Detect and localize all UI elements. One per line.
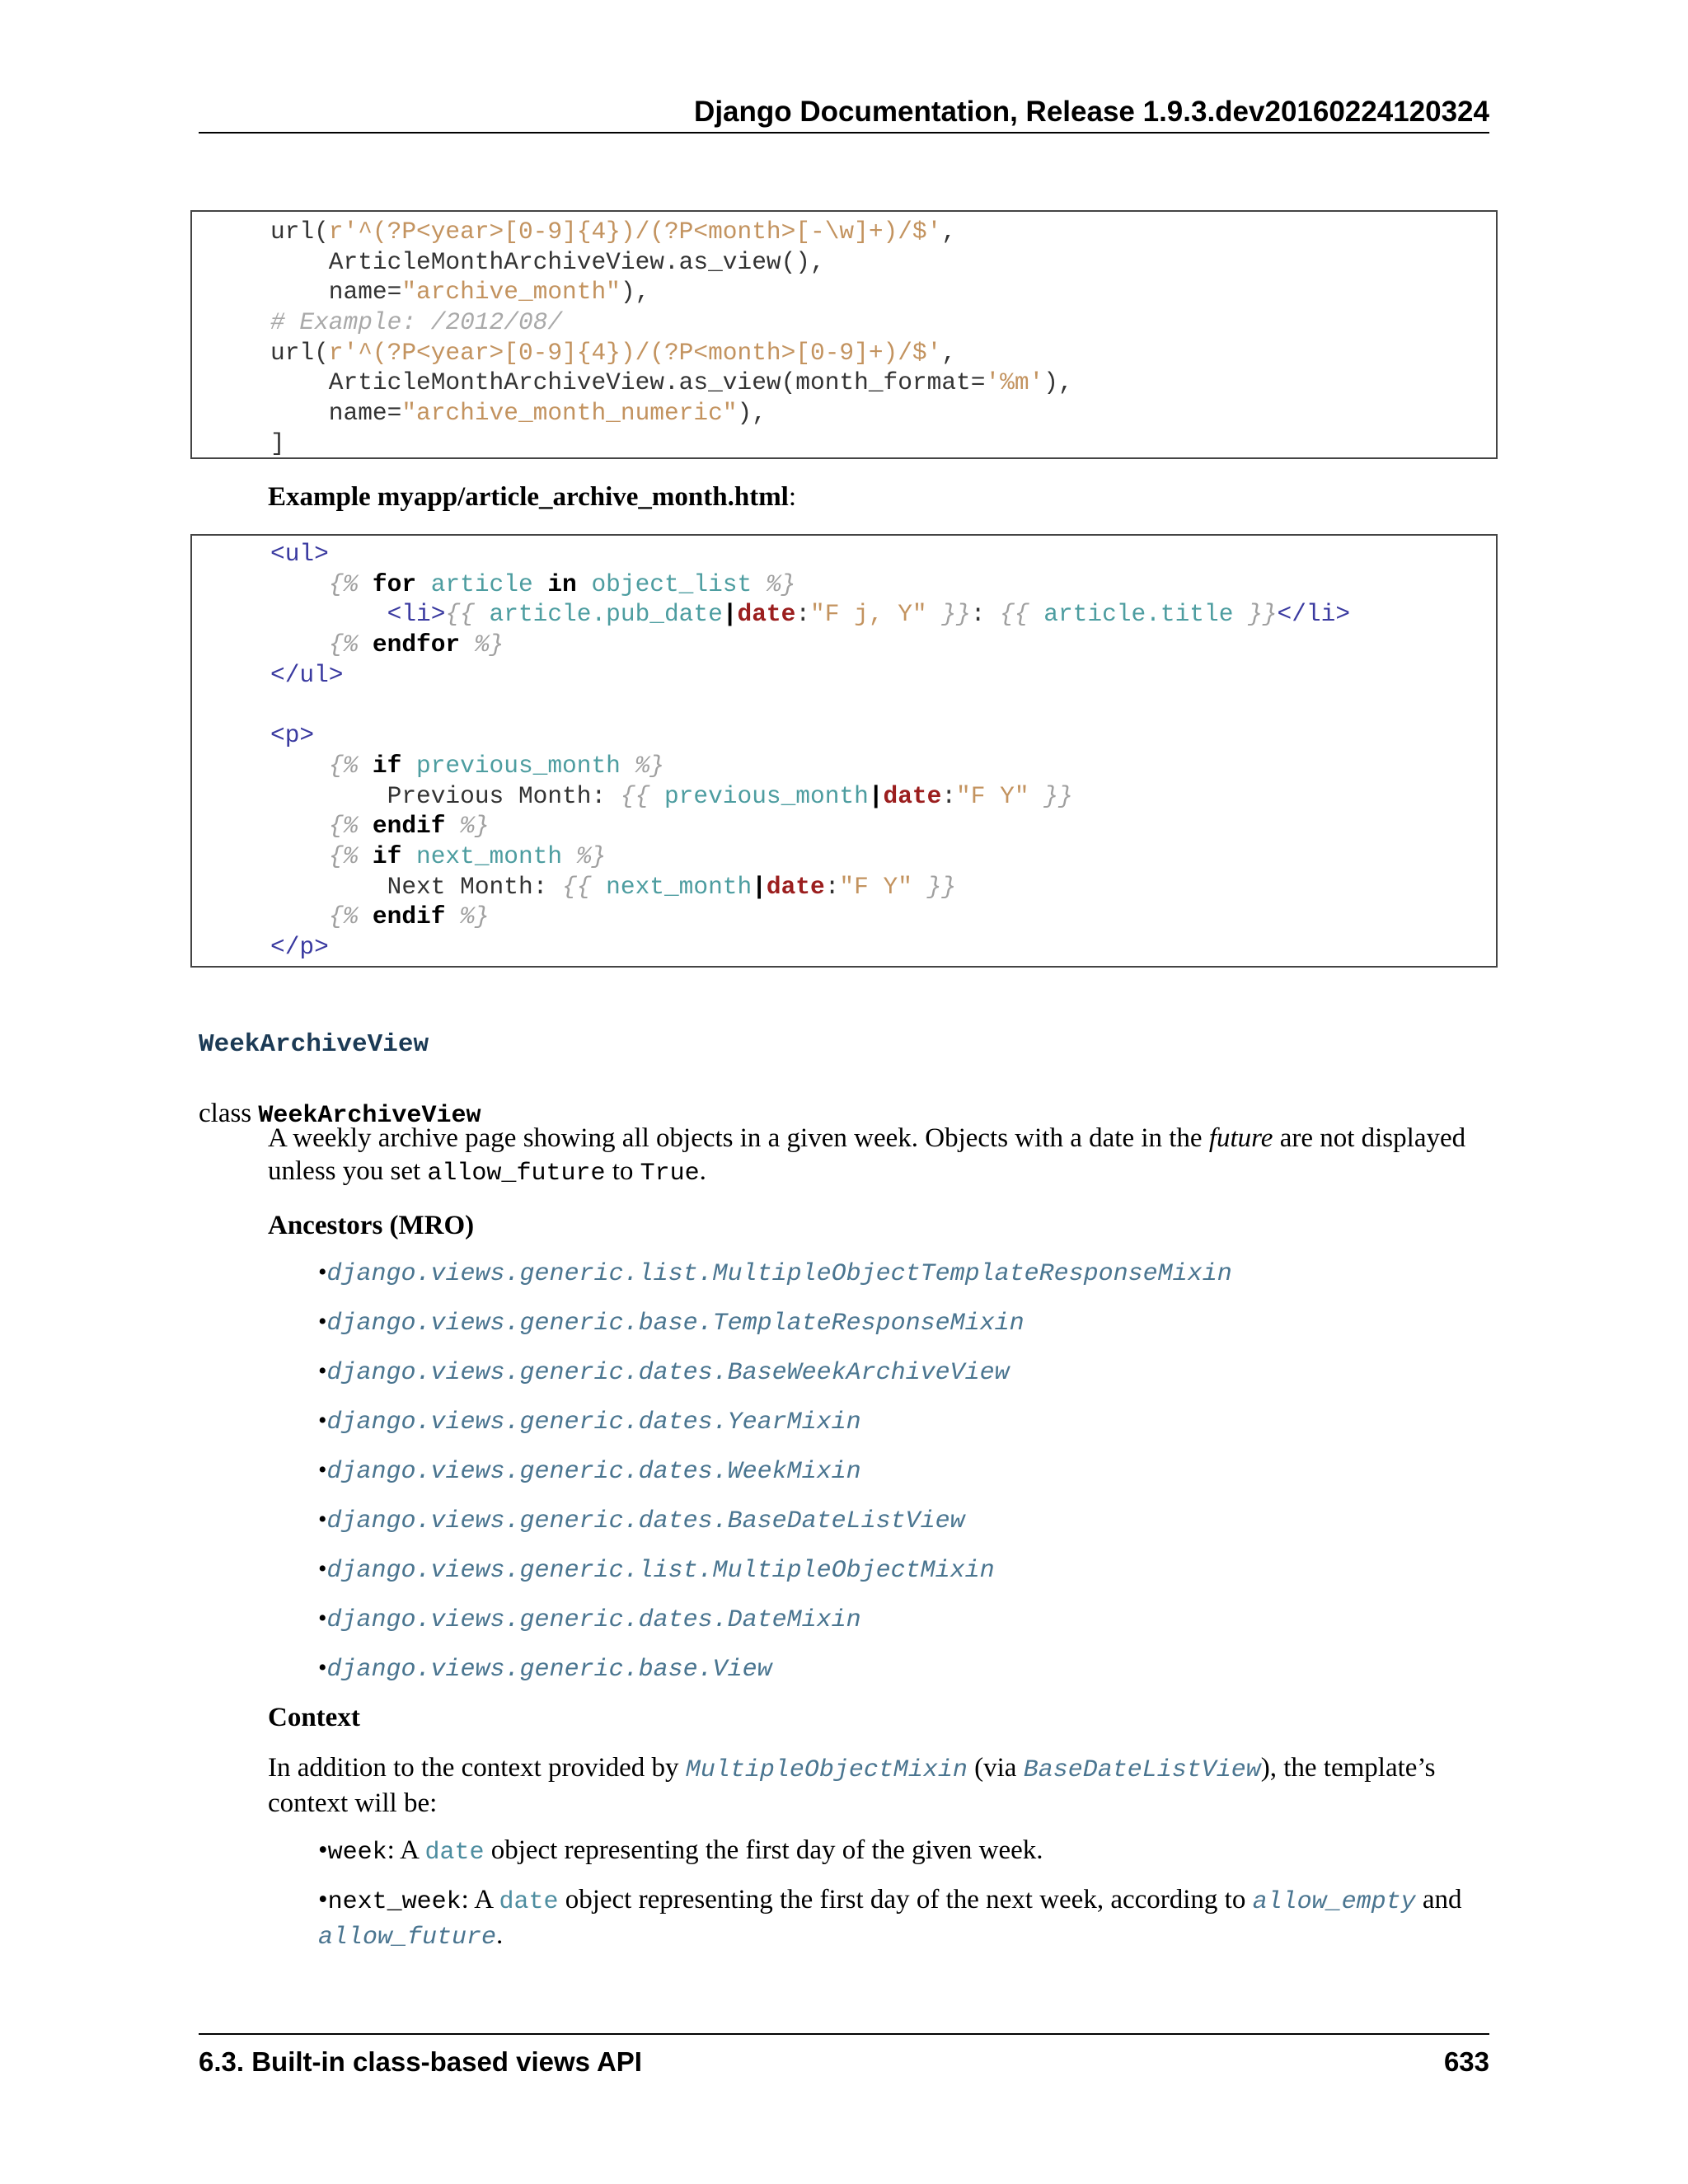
code-token	[358, 902, 373, 930]
ancestor-item	[318, 1652, 1232, 1701]
code-template-line	[270, 660, 1496, 691]
ancestor-link[interactable]: django.views.generic.dates.DateMixin	[326, 1606, 861, 1634]
code-token: "F Y"	[839, 872, 912, 901]
bullet-icon: •	[318, 1885, 328, 1915]
code-token: %}	[766, 569, 796, 598]
code-token	[358, 630, 373, 658]
code-template-line	[270, 811, 1496, 841]
code-token	[270, 812, 329, 840]
code-token	[577, 570, 592, 598]
code-token	[358, 812, 373, 840]
bullet-icon: •	[318, 1357, 327, 1385]
link-base-date-list-view[interactable]: BaseDateListView	[1023, 1756, 1261, 1784]
code-token	[460, 630, 475, 658]
code-token: ),	[737, 399, 767, 428]
code-token: # Example: /2012/08/	[270, 308, 563, 337]
code-token	[401, 752, 416, 780]
code-template-line	[270, 841, 1496, 872]
code-token: r'^(?P<year>[0-9]{4})/(?P<month>[-\w]+)/$'	[328, 218, 942, 246]
code-token: {{	[445, 600, 475, 629]
ancestor-link[interactable]: django.views.generic.base.TemplateResponseMixin	[326, 1310, 1025, 1338]
code-token: <p>	[270, 721, 315, 750]
code-token: ,	[941, 338, 957, 367]
code-template-line	[270, 539, 1496, 569]
code-token: url(	[270, 218, 329, 246]
link-allow-future[interactable]: allow_future	[318, 1924, 497, 1952]
code-urls-line	[270, 429, 1496, 459]
code-token: next_month	[416, 841, 563, 870]
code-token: name=	[270, 399, 402, 428]
code-token	[562, 842, 577, 870]
code-token	[416, 570, 431, 598]
code-token	[358, 752, 373, 780]
code-token: {%	[328, 630, 359, 659]
code-token	[270, 630, 329, 658]
code-token	[270, 570, 329, 598]
code-token: "F j, Y"	[810, 600, 927, 629]
code-template-line	[270, 599, 1496, 630]
example-caption	[268, 482, 796, 513]
code-token	[445, 902, 460, 930]
code-token	[591, 873, 606, 901]
class-name: WeekArchiveView	[258, 1102, 481, 1130]
link-multiple-object-mixin[interactable]: MultipleObjectMixin	[685, 1756, 968, 1784]
ancestor-link[interactable]: django.views.generic.dates.YearMixin	[326, 1408, 861, 1436]
code-token	[1029, 782, 1044, 810]
desc-text-2: are not displayed unless you set	[268, 1123, 1466, 1186]
bullet-icon: •	[318, 1407, 327, 1434]
bullet-icon: •	[318, 1506, 327, 1533]
context-next-week-text-4: .	[496, 1920, 504, 1950]
section-title: WeekArchiveView	[199, 1030, 429, 1059]
code-token: if	[372, 841, 402, 870]
bullet-icon: •	[318, 1456, 327, 1483]
code-token: endif	[372, 812, 446, 841]
context-next-week-code: next_week	[327, 1888, 462, 1916]
ancestor-link[interactable]: django.views.generic.dates.BaseDateListView	[326, 1507, 965, 1535]
code-token	[533, 570, 548, 598]
code-urls-line	[270, 338, 1496, 368]
code-token: {%	[328, 841, 359, 870]
context-next-week-text-3: and	[1415, 1885, 1462, 1915]
code-token	[621, 752, 635, 780]
code-token	[649, 782, 664, 810]
code-urls-line	[270, 217, 1496, 247]
code-urls-line	[270, 247, 1496, 278]
code-token: :	[941, 781, 957, 810]
code-token: {{	[620, 781, 650, 810]
ancestor-item	[318, 1404, 1232, 1454]
code-token: :	[795, 600, 811, 629]
code-token: name=	[270, 278, 402, 307]
code-token: {%	[328, 569, 359, 598]
header-title: Django Documentation, Release 1.9.3.dev20160224120324	[694, 96, 1489, 128]
ancestors-list	[318, 1256, 1232, 1701]
code-token	[270, 752, 329, 780]
code-token: ]	[270, 429, 285, 457]
code-token: Next Month:	[270, 872, 563, 901]
code-token: </ul>	[270, 660, 344, 689]
code-token: %}	[576, 841, 607, 870]
ancestor-item	[318, 1305, 1232, 1355]
code-block-urls	[190, 210, 1498, 459]
code-token: %}	[460, 902, 490, 931]
ancestor-item	[318, 1256, 1232, 1305]
bullet-icon: •	[318, 1654, 327, 1681]
code-token: ArticleMonthArchiveView.as_view(),	[270, 247, 825, 276]
code-template-line	[270, 902, 1496, 932]
code-token: :	[824, 872, 840, 901]
desc-code-true: True	[640, 1160, 700, 1188]
context-next-week-text-2: object representing the first day of the next week, according to	[558, 1885, 1253, 1915]
code-token	[270, 842, 329, 870]
code-token: </p>	[270, 932, 329, 961]
context-week-text-1: : A	[387, 1835, 425, 1865]
code-token: ),	[620, 278, 650, 307]
context-heading: Context	[268, 1703, 360, 1732]
footer-section: 6.3. Built-in class-based views API	[199, 2046, 642, 2077]
code-template-line	[270, 630, 1496, 660]
ancestor-item	[318, 1454, 1232, 1503]
code-template-line	[270, 872, 1496, 902]
ancestor-link[interactable]: django.views.generic.base.View	[326, 1656, 772, 1684]
code-token: next_month	[606, 872, 753, 901]
ancestor-link[interactable]: django.views.generic.dates.WeekMixin	[326, 1458, 861, 1486]
code-token: in	[547, 569, 577, 598]
code-token: "F Y"	[956, 781, 1029, 810]
code-token: {%	[328, 751, 359, 780]
code-token: ),	[1043, 368, 1073, 397]
running-header	[199, 92, 1489, 134]
code-token: </li>	[1277, 600, 1351, 629]
code-template-line	[270, 690, 1496, 720]
footer-page-number: 633	[1443, 2046, 1489, 2077]
code-template-line	[270, 781, 1496, 812]
code-token	[270, 600, 387, 628]
code-token: %}	[460, 812, 490, 841]
running-footer	[199, 2033, 1489, 2078]
context-intro-text-2: (via	[967, 1753, 1024, 1783]
desc-text-3: to	[605, 1156, 640, 1186]
bullet-icon: •	[318, 1605, 327, 1632]
code-token: |	[868, 781, 884, 810]
context-item-next-week	[318, 1883, 1497, 1954]
code-token: "archive_month"	[401, 278, 621, 307]
bullet-icon: •	[318, 1258, 327, 1286]
context-week-ref-date: date	[424, 1839, 485, 1867]
code-token: {{	[562, 872, 592, 901]
code-token: "archive_month_numeric"	[401, 399, 738, 428]
context-intro-text-3: ), the template’s context will be:	[268, 1753, 1436, 1818]
code-token: article.pub_date	[489, 600, 723, 629]
code-token: :	[970, 600, 1001, 629]
code-token: previous_month	[663, 781, 869, 810]
code-urls-line	[270, 307, 1496, 338]
ancestor-item	[318, 1355, 1232, 1404]
desc-emphasis: future	[1208, 1123, 1273, 1153]
code-token	[1029, 600, 1044, 628]
code-template-line	[270, 751, 1496, 781]
code-token: %}	[474, 630, 504, 659]
ancestor-item	[318, 1503, 1232, 1553]
context-next-week-text-1: : A	[461, 1885, 499, 1915]
bullet-icon: •	[318, 1835, 328, 1865]
desc-text-1: A weekly archive page showing all objects in a given week. Objects with a date in the	[268, 1123, 1209, 1153]
code-template-line	[270, 569, 1496, 600]
ancestor-item	[318, 1553, 1232, 1602]
code-token: date	[883, 781, 942, 810]
code-token: '%m'	[985, 368, 1044, 397]
context-intro	[268, 1751, 1496, 1820]
code-token: {{	[1000, 600, 1029, 629]
ancestor-link[interactable]: django.views.generic.dates.BaseWeekArchiveView	[326, 1359, 1010, 1387]
desc-code-allow-future: allow_future	[427, 1160, 606, 1188]
ancestors-heading: Ancestors (MRO)	[268, 1211, 475, 1240]
code-token: {%	[328, 902, 359, 931]
ancestor-link[interactable]: django.views.generic.list.MultipleObjectMixin	[326, 1557, 995, 1585]
code-token	[1233, 600, 1248, 628]
code-token: <li>	[387, 600, 446, 629]
code-token: endfor	[372, 630, 461, 659]
code-token: <ul>	[270, 540, 329, 568]
code-token: object_list	[591, 569, 753, 598]
code-token: |	[722, 600, 738, 629]
code-token: }}	[941, 600, 971, 629]
code-token: {%	[328, 812, 359, 841]
code-token: %}	[635, 751, 664, 780]
code-token	[358, 570, 373, 598]
code-token	[358, 842, 373, 870]
code-token: previous_month	[416, 751, 621, 780]
code-token: for	[372, 569, 417, 598]
code-token: if	[372, 751, 402, 780]
code-urls-line	[270, 368, 1496, 398]
code-token	[927, 600, 942, 628]
ancestor-item	[318, 1602, 1232, 1652]
code-token	[752, 570, 767, 598]
code-token	[475, 600, 490, 628]
code-token	[401, 842, 416, 870]
code-token: Previous Month:	[270, 781, 621, 810]
code-token: }}	[1043, 781, 1073, 810]
code-token: article	[430, 569, 533, 598]
code-block-template	[190, 534, 1498, 968]
code-token: ,	[941, 218, 957, 246]
code-token: }}	[1248, 600, 1278, 629]
code-token: date	[737, 600, 796, 629]
code-token: r'^(?P<year>[0-9]{4})/(?P<month>[0-9]+)/$'	[328, 338, 942, 367]
example-caption-label: Example myapp/article_archive_month.html	[268, 482, 789, 512]
code-template-line	[270, 720, 1496, 751]
code-token	[270, 902, 329, 930]
bullet-icon: •	[318, 1555, 327, 1582]
code-token	[912, 873, 927, 901]
code-urls-line	[270, 277, 1496, 307]
context-intro-text-1: In addition to the context provided by	[268, 1753, 686, 1783]
code-token	[445, 812, 460, 840]
code-token: article.title	[1043, 600, 1234, 629]
code-token: url(	[270, 338, 329, 367]
code-urls-line	[270, 398, 1496, 429]
code-template-line	[270, 932, 1496, 963]
code-token: |	[752, 872, 767, 901]
context-next-week-ref-date: date	[499, 1888, 559, 1916]
code-token: endif	[372, 902, 446, 931]
desc-text-4: .	[699, 1156, 706, 1186]
context-week-code: week	[327, 1839, 387, 1867]
example-caption-suffix: :	[788, 482, 797, 512]
ancestor-link[interactable]: django.views.generic.list.MultipleObjectTemplateResponseMixin	[326, 1260, 1232, 1288]
bullet-icon: •	[318, 1308, 327, 1335]
class-keyword: class	[199, 1099, 252, 1128]
class-description	[268, 1122, 1496, 1190]
code-token: }}	[926, 872, 957, 901]
context-item-week	[318, 1834, 1497, 1869]
link-allow-empty[interactable]: allow_empty	[1252, 1888, 1416, 1916]
code-token: ArticleMonthArchiveView.as_view(month_format=	[270, 368, 986, 397]
code-token: date	[766, 872, 825, 901]
context-week-text-2: object representing the first day of the given week.	[484, 1835, 1043, 1865]
